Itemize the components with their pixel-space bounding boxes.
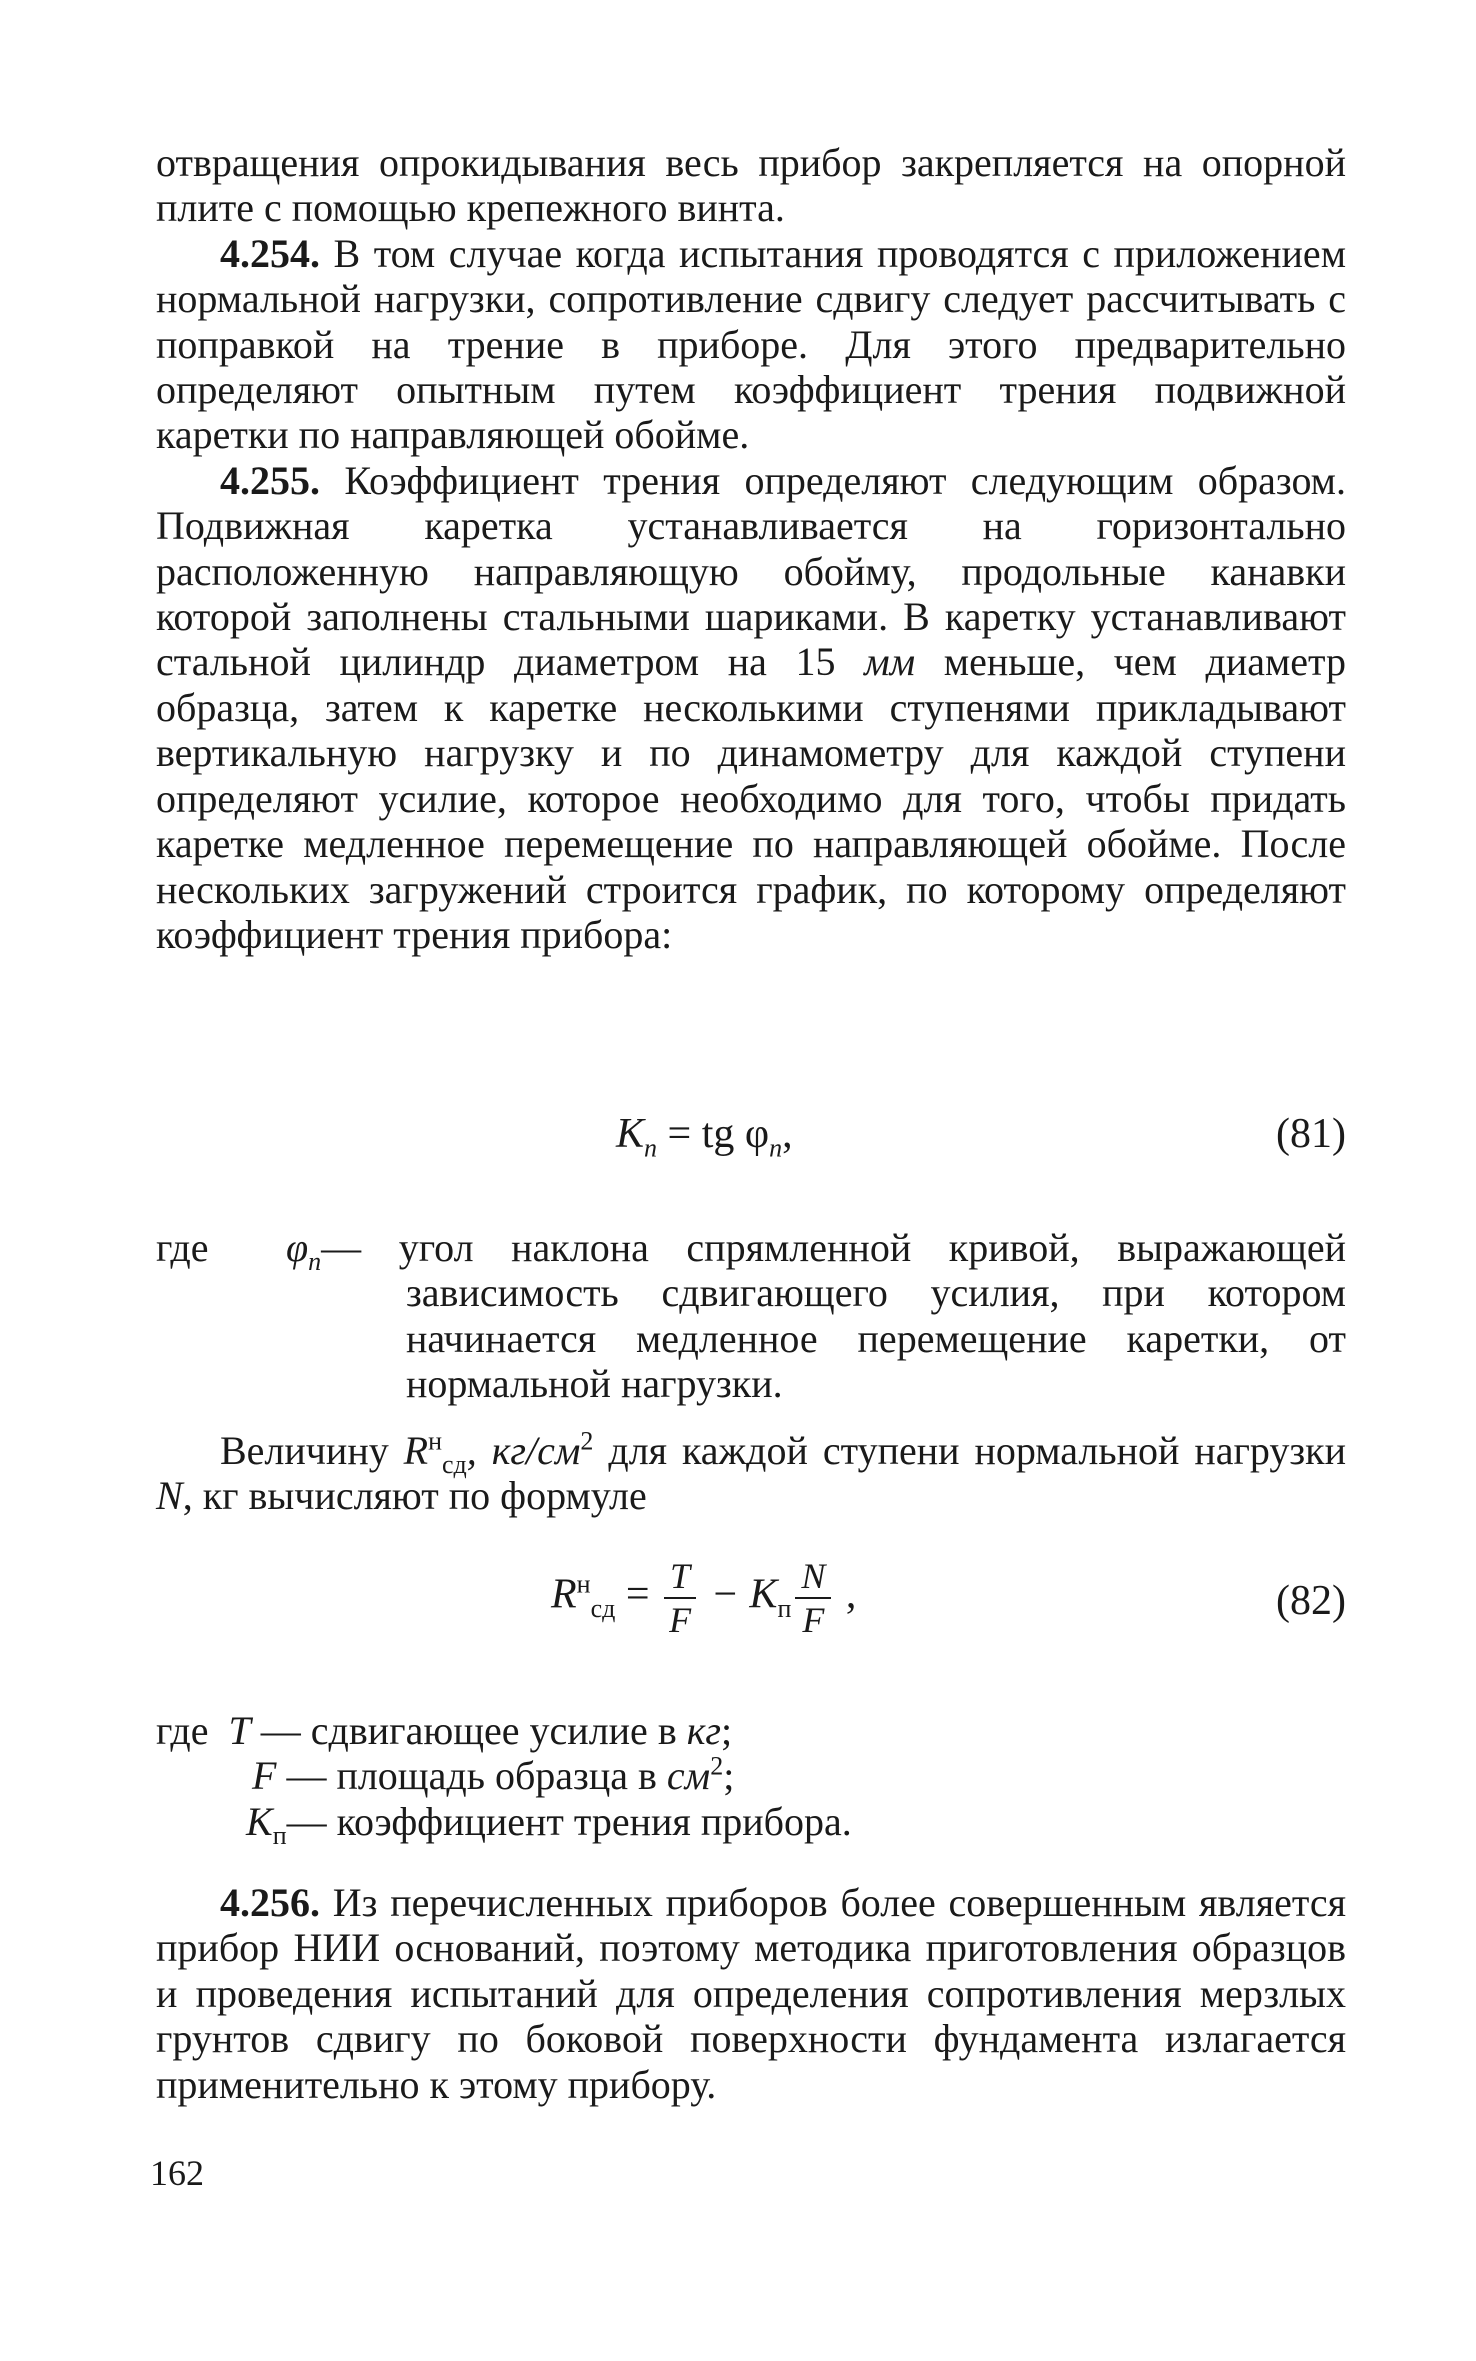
definition-body: — сдвигающее усилие в bbox=[250, 1708, 687, 1753]
unit-superscript: 2 bbox=[580, 1426, 594, 1456]
definition-body: — площадь образца в bbox=[276, 1753, 667, 1799]
formula-equals: = tg φ bbox=[657, 1111, 770, 1157]
definition-punctuation: ; bbox=[721, 1708, 733, 1753]
formula-expression bbox=[616, 1110, 793, 1163]
where-label: где bbox=[156, 1708, 209, 1753]
definition-text bbox=[286, 1225, 1346, 1407]
formula-expression bbox=[551, 1555, 856, 1641]
formula-punctuation: , bbox=[835, 1571, 857, 1618]
unit-text: кг bbox=[686, 1708, 722, 1753]
paragraph-text: В том случае когда испытания проводятся с приложением нормальной нагрузки, сопротивление сдвигу следует рассчитывать с поправкой на трение в приборе. Для этого предварительно определяют опытным путем коэффициент трения подвижной каретки по направляющей обойме. bbox=[156, 230, 1346, 458]
formula-symbol: K bbox=[616, 1111, 645, 1157]
paragraph-text: Величину bbox=[220, 1428, 389, 1473]
formula-81 bbox=[156, 1110, 1346, 1170]
fraction bbox=[795, 1555, 831, 1641]
unit-text: см bbox=[666, 1753, 711, 1799]
formula-symbol: F bbox=[252, 1753, 277, 1799]
formula-subscript: п bbox=[777, 1594, 792, 1624]
fraction-numerator: T bbox=[670, 1556, 691, 1596]
fraction bbox=[664, 1555, 696, 1641]
formula-symbol: R bbox=[551, 1571, 577, 1618]
where-definition bbox=[286, 1225, 1346, 1407]
equation-number: (82) bbox=[1276, 1578, 1346, 1624]
definition-body: — коэффициент трения прибора. bbox=[286, 1798, 852, 1844]
formula-superscript: н bbox=[428, 1426, 443, 1456]
text-block-bottom bbox=[156, 1880, 1346, 2107]
formula-superscript: н bbox=[576, 1569, 591, 1599]
equation-number: (81) bbox=[1276, 1111, 1346, 1157]
text-block-top bbox=[156, 140, 1346, 957]
where-label: где bbox=[156, 1225, 209, 1270]
where-row bbox=[156, 1753, 1346, 1798]
section-number: 4.255. bbox=[220, 457, 320, 503]
paragraph-text: для каждой ступени нормальной нагрузки bbox=[608, 1428, 1347, 1473]
formula-symbol: R bbox=[403, 1428, 429, 1473]
formula-subscript: п bbox=[644, 1133, 658, 1163]
where-row bbox=[156, 1708, 1346, 1753]
text-block-middle bbox=[156, 1428, 1346, 1519]
where-block-81 bbox=[156, 1225, 1346, 1415]
formula-subscript: сд bbox=[590, 1594, 616, 1624]
section-number: 4.254. bbox=[220, 230, 320, 276]
unit-superscript: 2 bbox=[710, 1752, 724, 1782]
definition-body: — угол наклона спрямленной кривой, выражающей зависимость сдвигающего усилия, при котором начинается медленное перемещение каретки, от нормальной нагрузки. bbox=[321, 1225, 1346, 1407]
definition-punctuation: ; bbox=[723, 1753, 735, 1799]
formula-subscript: п bbox=[769, 1133, 783, 1163]
fraction-denominator: F bbox=[669, 1600, 692, 1640]
formula-subscript: п bbox=[272, 1820, 287, 1850]
formula-82 bbox=[156, 1555, 1346, 1665]
fraction-denominator: F bbox=[802, 1600, 825, 1640]
paragraph-value bbox=[156, 1428, 1346, 1519]
paragraph-text: Коэффициент трения определяют следующим образом. Подвижная каретка устанавливается на горизонтально расположенную направляющую обойму, продольные канавки которой заполнены стальными шариками. В каретку устанавливают стальной цилиндр диаметром на 15 bbox=[156, 457, 1346, 685]
fraction-numerator: N bbox=[801, 1556, 826, 1596]
formula-punctuation: , bbox=[782, 1111, 793, 1157]
paragraph-text: , кг вычисляют по формуле bbox=[182, 1473, 647, 1519]
formula-symbol: K bbox=[246, 1798, 273, 1844]
unit-text: мм bbox=[864, 639, 916, 685]
formula-subscript: п bbox=[308, 1247, 322, 1276]
paragraph-4-254 bbox=[156, 231, 1346, 458]
where-row bbox=[156, 1798, 1346, 1850]
formula-subscript: сд bbox=[442, 1450, 467, 1479]
formula-symbol: T bbox=[228, 1708, 251, 1753]
section-number: 4.256. bbox=[220, 1880, 320, 1925]
paragraph-text-end: меньше, чем диаметр образца, затем к каретке несколькими ступенями прикладывают вертикальную нагрузку и по динамометру для каждой ступени определяют усилие, которое необходимо для того, чтобы придать каретке медленное перемещение по направляющей обойме. После нескольких загружений строится график, по которому определяют коэффициент трения прибора: bbox=[156, 639, 1347, 957]
formula-symbol: N bbox=[156, 1473, 183, 1519]
formula-term: − K bbox=[700, 1571, 778, 1618]
paragraph-text: Из перечисленных приборов более совершенным является прибор НИИ оснований, поэтому методика приготовления образцов и проведения испытаний для определения сопротивления мерзлых грунтов сдвигу по боковой поверхности фундамента излагается применительно к этому прибору. bbox=[156, 1880, 1346, 2107]
page-number: 162 bbox=[150, 2153, 204, 2193]
formula-equals: = bbox=[615, 1571, 661, 1618]
paragraph-4-255 bbox=[156, 458, 1346, 957]
paragraph-continuation: отвращения опрокидывания весь прибор закрепляется на опорной плите с помощью крепежного винта. bbox=[156, 140, 1346, 231]
paragraph-4-256 bbox=[156, 1880, 1346, 2107]
formula-symbol: φ bbox=[286, 1225, 309, 1270]
unit-text: , кг/см bbox=[466, 1428, 581, 1473]
where-block-82 bbox=[156, 1708, 1346, 1850]
